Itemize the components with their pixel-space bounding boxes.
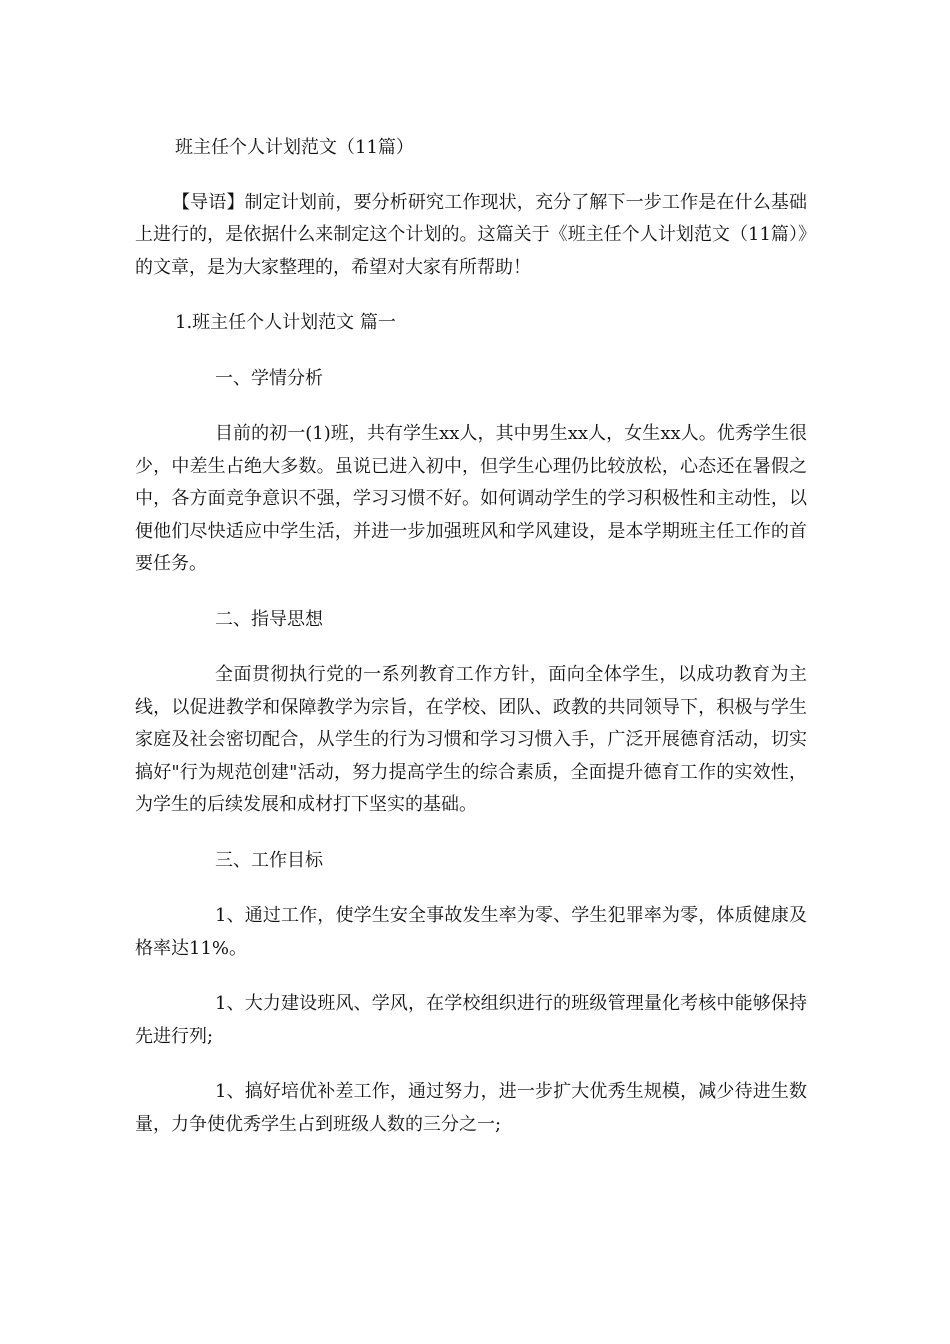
document-title: 班主任个人计划范文（11篇）	[175, 137, 414, 158]
article-heading: 1.班主任个人计划范文 篇一	[175, 312, 396, 333]
body-paragraph: 全面贯彻执行党的一系列教育工作方针，面向全体学生，以成功教育为主线，以促进教学和保障教学为宗旨，在学校、团队、政教的共同领导下，积极与学生家庭及社会密切配合，从学生的行为习惯和学习习惯入手，广泛开展德育活动，切实搞好"行为规范创建"活动，努力提高学生的综合素质，全面提升德育工作的实效性，为学生的后续发展和成材打下坚实的基础。	[135, 664, 807, 815]
section-heading: 三、工作目标	[215, 849, 323, 871]
section-heading: 二、指导思想	[215, 608, 323, 630]
document-body	[135, 132, 807, 1141]
goal-item: 1、搞好培优补差工作，通过努力，进一步扩大优秀生规模，减少待进生数量，力争使优秀学生占到班级人数的三分之一;	[135, 1081, 807, 1135]
goal-item: 1、大力建设班风、学风，在学校组织进行的班级管理量化考核中能够保持先进行列;	[135, 993, 807, 1047]
goal-item: 1、通过工作，使学生安全事故发生率为零、学生犯罪率为零，体质健康及格率达11%。	[135, 905, 807, 959]
section-learning-analysis	[135, 363, 807, 581]
intro-paragraph: 【导语】制定计划前，要分析研究工作现状，充分了解下一步工作是在什么基础上进行的，是依据什么来制定这个计划的。这篇关于《班主任个人计划范文（11篇）》的文章，是为大家整理的，希望对大家有所帮助！	[135, 191, 807, 278]
section-heading: 一、学情分析	[215, 367, 323, 389]
body-paragraph: 目前的初一(1)班，共有学生xx人，其中男生xx人，女生xx人。优秀学生很少，中差生占绝大多数。虽说已进入初中，但学生心理仍比较放松，心态还在暑假之中，各方面竞争意识不强，学习习惯不好。如何调动学生的学习积极性和主动性，以便他们尽快适应中学生活，并进一步加强班风和学风建设，是本学期班主任工作的首要任务。	[135, 423, 807, 574]
section-work-goals	[135, 845, 807, 1142]
section-guiding-thought	[135, 604, 807, 822]
